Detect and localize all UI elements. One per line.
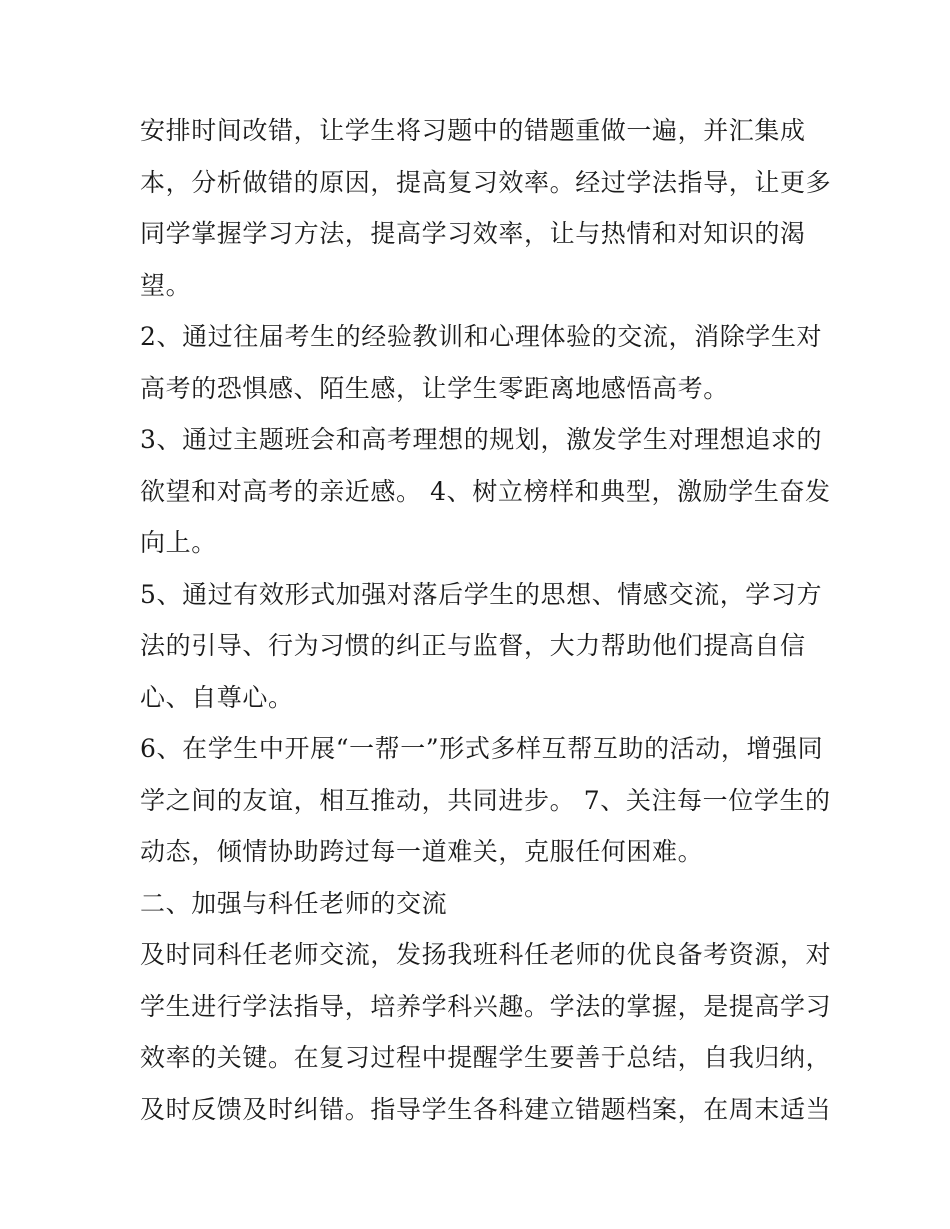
text-line: 心、自尊心。 (140, 682, 294, 712)
text-line: 动态，倾情协助跨过每一道难关，克服任何困难。 (140, 837, 704, 866)
text-line: 高考的恐惧感、陌生感，让学生零距离地感悟高考。 (140, 373, 729, 403)
text-line: 同学掌握学习方法，提高学习效率，让与热情和对知识的渴 (140, 219, 806, 248)
text-line: 及时同科任老师交流，发扬我班科任老师的优良备考资源，对 (140, 940, 832, 969)
text-line: 向上。 (140, 528, 217, 557)
text-line: 2、通过往届考生的经验教训和心理体验的交流，消除学生对 (140, 322, 823, 351)
text-line: 学之间的友谊，相互推动，共同进步。 7、关注每一位学生的 (140, 785, 831, 815)
text-line: 本，分析做错的原因，提高复习效率。经过学法指导，让更多 (140, 167, 832, 197)
text-line: 5、通过有效形式加强对落后学生的思想、情感交流，学习方 (140, 579, 823, 609)
text-line: 望。 (140, 270, 192, 300)
text-line: 安排时间改错，让学生将习题中的错题重做一遍，并汇集成 (140, 116, 806, 145)
section-heading: 二、加强与科任老师的交流 (140, 888, 448, 918)
text-line: 效率的关键。在复习过程中提醒学生要善于总结，自我归纳， (140, 1043, 832, 1072)
text-line: 6、在学生中开展“一帮一”形式多样互帮互助的活动，增强同 (140, 734, 824, 763)
text-line: 欲望和对高考的亲近感。 4、树立榜样和典型，激励学生奋发 (140, 476, 831, 506)
text-line: 及时反馈及时纠错。指导学生各科建立错题档案，在周末适当 (140, 1094, 832, 1124)
text-line: 学生进行学法指导，培养学科兴趣。学法的掌握，是提高学习 (140, 991, 832, 1021)
text-line: 3、通过主题班会和高考理想的规划，激发学生对理想追求的 (140, 425, 823, 454)
text-line: 法的引导、行为习惯的纠正与监督，大力帮助他们提高自信 (140, 631, 806, 660)
document-text-body (140, 105, 832, 1135)
